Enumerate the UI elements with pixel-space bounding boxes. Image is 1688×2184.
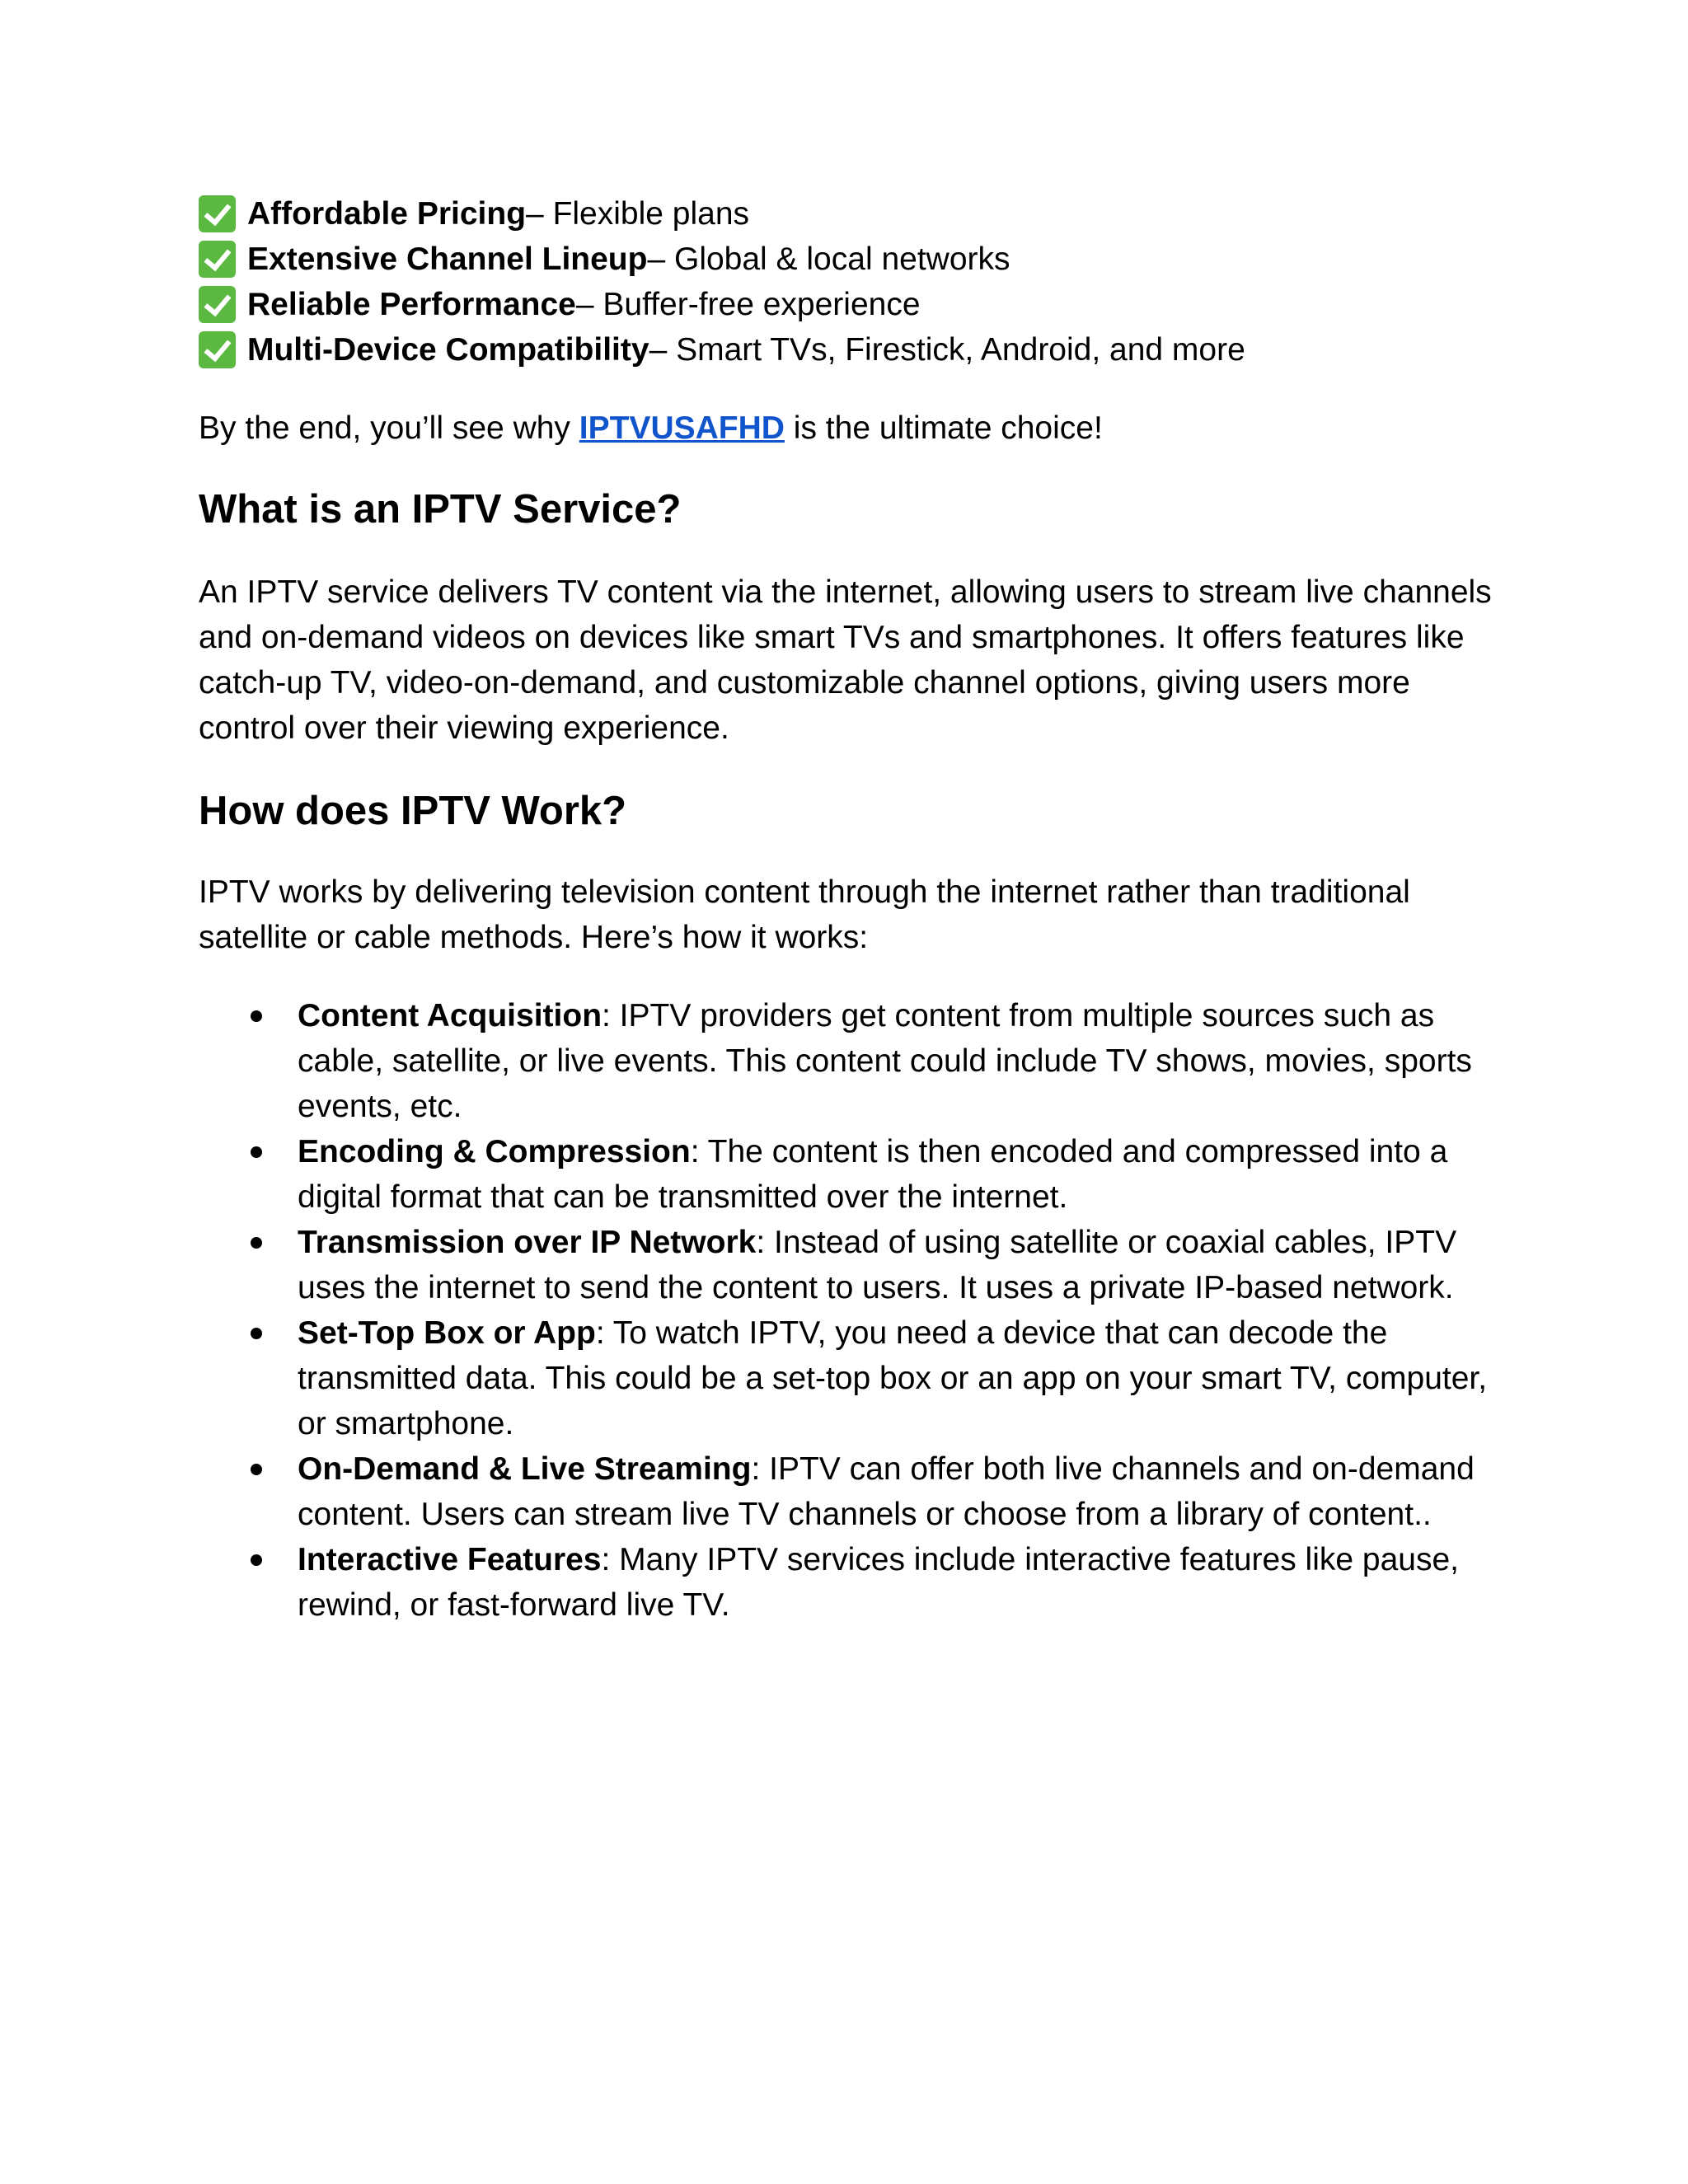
step-title: Transmission over IP Network (298, 1225, 757, 1260)
intro-text-after: is the ultimate choice! (784, 410, 1103, 446)
feature-desc: – Global & local networks (647, 241, 1010, 277)
how-iptv-works-paragraph: IPTV works by delivering television content through the internet rather than traditional satellite or cable methods. Here’s how it works: (199, 874, 1410, 955)
feature-item (199, 282, 1493, 327)
step-title: On-Demand & Live Streaming (298, 1451, 752, 1487)
feature-item (199, 237, 1493, 282)
list-item (199, 1446, 1493, 1537)
check-mark-icon (199, 241, 236, 278)
feature-title: Affordable Pricing (247, 196, 527, 232)
intro-text-before: By the end, you’ll see why (199, 410, 579, 446)
step-text: : IPTV providers get content from multiple sources such as cable, satellite, or live events. This content could include TV shows, movies, sports events, etc. (298, 998, 1472, 1124)
bullet-icon (251, 1010, 262, 1022)
step-text: : Instead of using satellite or coaxial cables, IPTV uses the internet to send the content to users. It uses a private IP-based network. (298, 1225, 1457, 1305)
list-item (199, 1129, 1493, 1220)
check-mark-icon (199, 331, 236, 368)
step-text: : To watch IPTV, you need a device that can decode the transmitted data. This could be a set-top box or an app on your smart TV, computer, or smartphone. (298, 1315, 1488, 1441)
feature-desc: – Buffer-free experience (575, 287, 921, 322)
step-title: Content Acquisition (298, 998, 603, 1033)
list-item (199, 1220, 1493, 1310)
step-text: : IPTV can offer both live channels and on-demand content. Users can stream live TV channels or choose from a library of content.. (298, 1451, 1475, 1532)
step-text: : Many IPTV services include interactive features like pause, rewind, or fast-forward live TV. (298, 1542, 1459, 1623)
feature-title: Reliable Performance (247, 287, 576, 322)
what-is-iptv-paragraph: An IPTV service delivers TV content via the internet, allowing users to stream live channels and on-demand videos on devices like smart TVs and smartphones. It offers features like catch-up TV, video-on-demand, and customizable channel options, giving users more control over their viewing experience. (199, 574, 1492, 746)
document-page (199, 191, 1493, 1628)
bullet-icon (251, 1464, 262, 1475)
list-item (199, 1310, 1493, 1446)
list-item (199, 1537, 1493, 1628)
heading-what-is-iptv: What is an IPTV Service? (199, 487, 682, 532)
bullet-icon (251, 1146, 262, 1158)
list-item (199, 993, 1493, 1129)
step-title: Encoding & Compression (298, 1134, 691, 1169)
check-mark-icon (199, 195, 236, 232)
check-mark-icon (199, 286, 236, 323)
feature-item (199, 191, 1493, 237)
feature-desc: – Flexible plans (526, 196, 750, 232)
feature-title: Extensive Channel Lineup (247, 241, 648, 277)
step-text: : The content is then encoded and compressed into a digital format that can be transmitted over the internet. (298, 1134, 1448, 1215)
step-title: Interactive Features (298, 1542, 602, 1577)
bullet-icon (251, 1328, 262, 1339)
feature-item (199, 327, 1493, 373)
feature-desc: – Smart TVs, Firestick, Android, and more (649, 332, 1245, 368)
feature-title: Multi-Device Compatibility (247, 332, 649, 368)
iptvusafhd-link[interactable]: IPTVUSAFHD (579, 410, 785, 446)
bullet-icon (251, 1237, 262, 1249)
feature-list (199, 191, 1493, 373)
intro-paragraph (199, 405, 1493, 451)
bullet-icon (251, 1554, 262, 1566)
how-it-works-list (199, 993, 1493, 1628)
heading-how-iptv-works: How does IPTV Work? (199, 789, 627, 833)
step-title: Set-Top Box or App (298, 1315, 596, 1351)
